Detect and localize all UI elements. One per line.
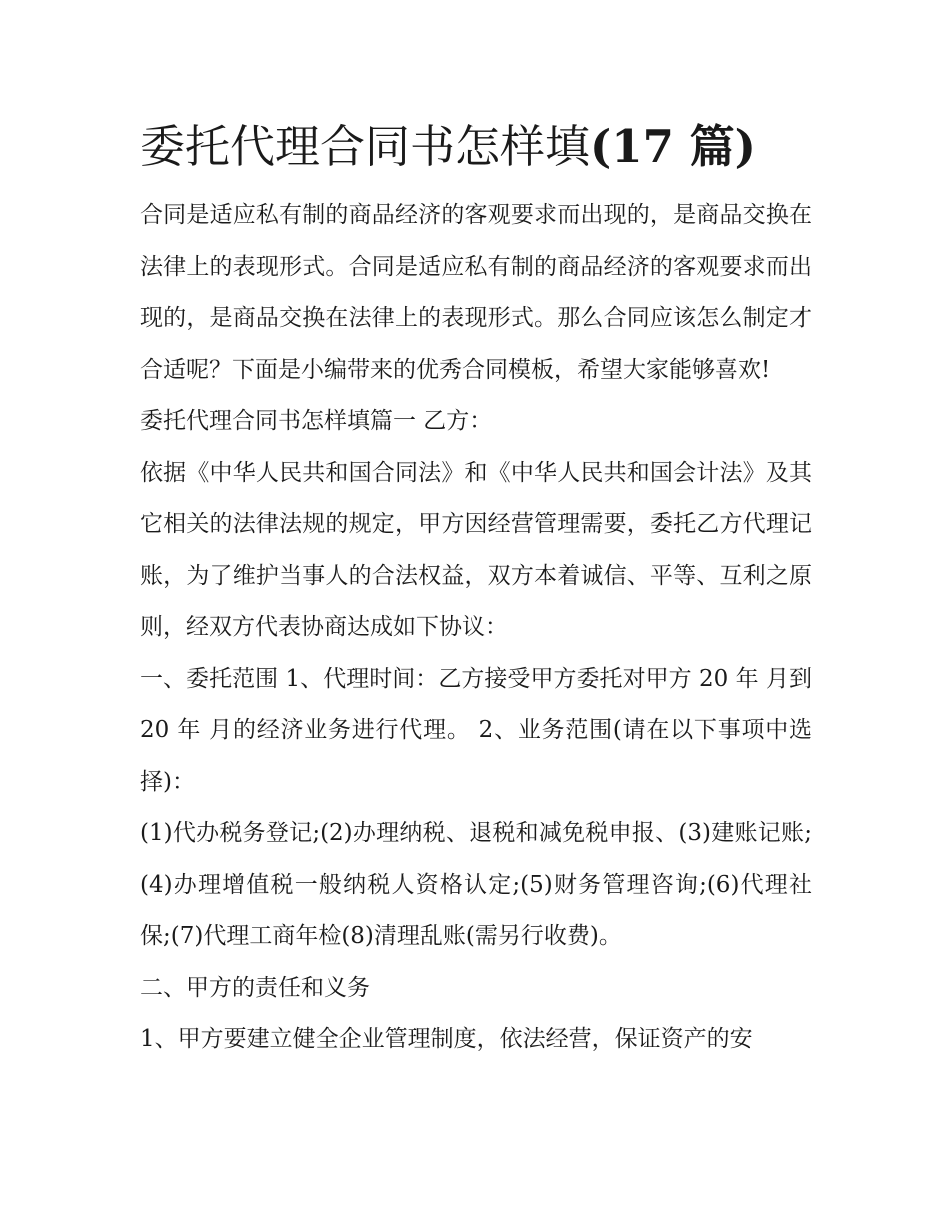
intro-paragraph: 合同是适应私有制的商品经济的客观要求而出现的，是商品交换在法律上的表现形式。合同是适应私有制的商品经济的客观要求而出现的，是商品交换在法律上的表现形式。那么合同应该怎么制定才合适呢？下面是小编带来的优秀合同模板，希望大家能够喜欢! xyxy=(140,202,812,383)
document-title-main: 委托代理合同书怎样填 xyxy=(140,120,591,173)
document-title-suffix: (17 篇) xyxy=(590,120,756,173)
duty-item-paragraph: 1、甲方要建立健全企业管理制度，依法经营，保证资产的安 xyxy=(140,1026,753,1052)
document-content xyxy=(140,112,812,1066)
document-title xyxy=(140,112,812,182)
clause-items-paragraph: (1)代办税务登记;(2)办理纳税、退税和减免税申报、(3)建账记账;(4)办理增值税一般纳税人资格认定;(5)财务管理咨询;(6)代理社保;(7)代理工商年检(8)清理乱账(需另行收费)。 xyxy=(140,820,812,949)
preamble-paragraph: 依据《中华人民共和国合同法》和《中华人民共和国会计法》及其它相关的法律法规的规定，甲方因经营管理需要，委托乙方代理记账，为了维护当事人的合法权益，双方本着诚信、平等、互利之原则，经双方代表协商达成如下协议： xyxy=(140,459,812,640)
section-heading-part-one: 委托代理合同书怎样填篇一 乙方： xyxy=(140,408,493,434)
clause-scope-paragraph: 一、委托范围 1、代理时间：乙方接受甲方委托对甲方 20 年 月到 20 年 月的经济业务进行代理。 2、业务范围(请在以下事项中选择)： xyxy=(140,665,812,795)
section-heading-party-a-duties: 二、甲方的责任和义务 xyxy=(140,974,370,1001)
